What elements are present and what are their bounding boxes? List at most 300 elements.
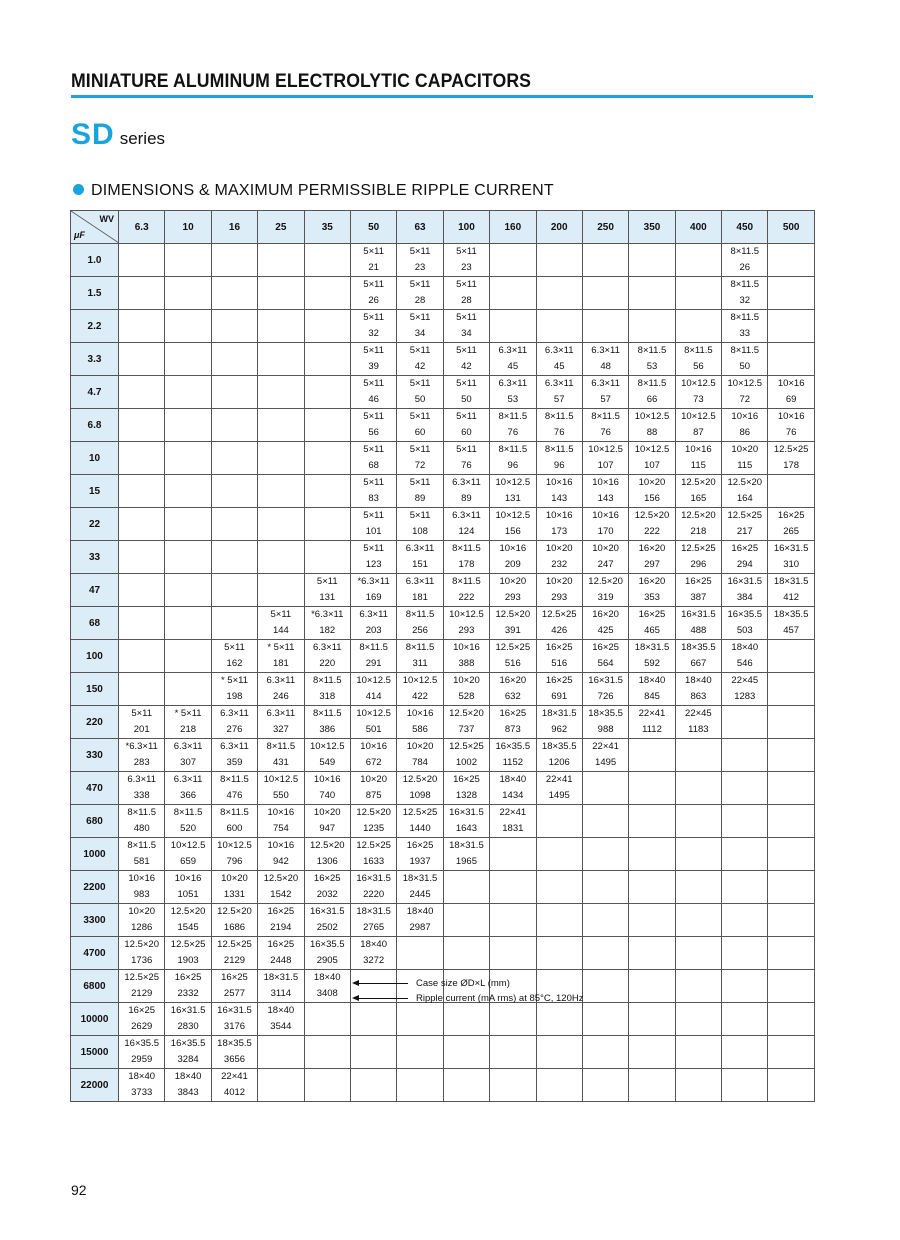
table-cell: [768, 706, 814, 739]
table-cell: [722, 409, 768, 442]
case-size: 18×40: [313, 972, 341, 983]
voltage-header: 100: [443, 211, 489, 244]
case-size: 12.5×20: [681, 510, 716, 521]
section-heading: [73, 182, 554, 200]
case-size: 18×31.5: [449, 840, 484, 851]
ripple-current: 592: [644, 658, 660, 669]
table-cell: [768, 343, 814, 376]
ripple-current: 2502: [316, 922, 338, 933]
table-cell: [119, 244, 165, 277]
table-cell: [722, 541, 768, 574]
ripple-current: 1937: [409, 856, 431, 867]
table-cell: [165, 739, 211, 772]
case-size: 6.3×11: [359, 609, 388, 620]
table-cell: [722, 838, 768, 871]
ripple-current: 516: [504, 658, 521, 669]
table-row: [71, 277, 815, 310]
case-size: 10×16: [545, 510, 573, 521]
case-size: *6.3×11: [311, 609, 344, 620]
table-cell: [304, 838, 350, 871]
case-size: 6.3×11: [452, 477, 481, 488]
table-cell: [397, 937, 443, 970]
case-size: 16×25: [545, 642, 573, 653]
ripple-current: 276: [226, 724, 243, 735]
table-cell: [536, 805, 582, 838]
table-cell: [490, 805, 536, 838]
case-size: 10×20: [499, 576, 527, 587]
ripple-current: 942: [272, 856, 289, 867]
table-row: [71, 409, 815, 442]
table-cell: [165, 772, 211, 805]
case-size: 8×11.5: [544, 444, 574, 455]
capacitance-header: 680: [71, 805, 119, 838]
table-cell: [768, 277, 814, 310]
ripple-current: 1686: [223, 922, 246, 933]
table-cell: [536, 442, 582, 475]
ripple-current: 123: [365, 559, 382, 570]
table-cell: [490, 343, 536, 376]
table-cell: [350, 772, 396, 805]
ripple-current: 293: [551, 592, 568, 603]
case-size: 16×35.5: [170, 1038, 206, 1049]
case-size: 18×31.5: [402, 873, 438, 884]
table-cell: [350, 607, 396, 640]
table-cell: [119, 541, 165, 574]
table-cell: [119, 442, 165, 475]
ripple-current: 581: [133, 856, 150, 867]
ripple-current: 549: [319, 757, 336, 768]
case-size: 22×41: [638, 708, 666, 719]
ripple-current: 32: [739, 295, 751, 306]
ripple-current: 28: [461, 295, 472, 306]
table-cell: [629, 310, 675, 343]
case-size: 8×11.5: [405, 642, 435, 653]
case-size: 5×11: [456, 444, 477, 455]
table-cell: [629, 1036, 675, 1069]
table-cell: [397, 574, 443, 607]
table-cell: [165, 640, 211, 673]
ripple-current: 384: [736, 592, 753, 603]
case-size: 6.3×11: [266, 708, 296, 719]
table-cell: [629, 442, 675, 475]
ripple-current: 296: [690, 559, 707, 570]
table-cell: [536, 508, 582, 541]
table-cell: [211, 277, 257, 310]
table-row: [71, 871, 815, 904]
table-row: [71, 673, 815, 706]
table-cell: [443, 376, 489, 409]
case-size: 5×11: [363, 510, 384, 521]
case-size: 16×31.5: [356, 873, 391, 884]
table-cell: [397, 838, 443, 871]
ripple-current: 391: [504, 625, 521, 636]
table-cell: [582, 739, 628, 772]
table-cell: [304, 640, 350, 673]
ripple-current: 2129: [223, 955, 246, 966]
table-cell: [490, 1003, 536, 1036]
table-cell: [536, 574, 582, 607]
table-cell: [629, 508, 675, 541]
table-cell: [211, 673, 257, 706]
ripple-current: 338: [133, 790, 150, 801]
table-cell: [304, 706, 350, 739]
table-cell: [304, 904, 350, 937]
case-size: 16×25: [499, 708, 527, 719]
case-size: 10×12.5: [495, 477, 531, 488]
ripple-current: 96: [507, 460, 519, 471]
table-row: [71, 706, 815, 739]
case-size: 12.5×20: [727, 477, 763, 488]
case-size: 10×16: [406, 708, 434, 719]
case-size: 8×11.5: [405, 609, 435, 620]
case-size: 16×31.5: [588, 675, 623, 686]
table-cell: [629, 904, 675, 937]
table-cell: [304, 574, 350, 607]
case-size: 6.3×11: [220, 708, 249, 719]
table-cell: [490, 1036, 536, 1069]
table-row: [71, 640, 815, 673]
title-rule: [71, 95, 813, 98]
case-size: 12.5×25: [449, 741, 484, 752]
table-cell: [350, 376, 396, 409]
ripple-current: 1434: [502, 790, 524, 801]
capacitance-header: 10: [71, 442, 119, 475]
table-cell: [165, 442, 211, 475]
table-cell: [258, 508, 304, 541]
table-cell: [768, 574, 814, 607]
table-cell: [722, 1036, 768, 1069]
ripple-current: 57: [600, 394, 611, 405]
ripple-current: 600: [226, 823, 243, 834]
table-cell: [629, 607, 675, 640]
table-cell: [258, 475, 304, 508]
case-size: 5×11: [270, 609, 292, 620]
table-cell: [536, 376, 582, 409]
table-cell: [629, 244, 675, 277]
ripple-current: 293: [458, 625, 475, 636]
ripple-current: 297: [644, 559, 660, 570]
table-cell: [304, 607, 350, 640]
ripple-current: 178: [458, 559, 475, 570]
case-size: 5×11: [409, 510, 431, 521]
ripple-current: 283: [133, 757, 150, 768]
case-size: 5×11: [456, 312, 477, 323]
table-cell: [675, 838, 721, 871]
table-cell: [722, 244, 768, 277]
table-cell: [258, 277, 304, 310]
case-size: 12.5×25: [170, 939, 206, 950]
table-cell: [675, 376, 721, 409]
case-size: 6.3×11: [544, 378, 574, 389]
table-row: [71, 904, 815, 937]
case-size: 16×20: [638, 543, 666, 554]
capacitance-header: 330: [71, 739, 119, 772]
case-size: 12.5×25: [495, 642, 531, 653]
table-cell: [304, 343, 350, 376]
ripple-current: 72: [414, 460, 426, 471]
ripple-current: 1002: [455, 757, 477, 768]
ripple-current: 1903: [177, 955, 199, 966]
case-size: 8×11.5: [730, 246, 760, 257]
case-size: 5×11: [363, 312, 384, 323]
case-size: 5×11: [456, 378, 477, 389]
ripple-current: 50: [461, 394, 472, 405]
case-size: * 5×11: [174, 708, 202, 719]
case-size: 16×31.5: [449, 807, 484, 818]
ripple-current: 165: [690, 493, 707, 504]
case-size: 10×16: [777, 378, 805, 389]
ripple-current: 1235: [363, 823, 385, 834]
table-cell: [211, 772, 257, 805]
ripple-current: 488: [690, 625, 707, 636]
capacitance-unit-label: μF: [74, 230, 85, 240]
case-size: 5×11: [409, 345, 431, 356]
ripple-current: 60: [461, 427, 472, 438]
table-cell: [350, 508, 396, 541]
table-cell: [536, 409, 582, 442]
table-cell: [490, 1069, 536, 1102]
table-row: [71, 244, 815, 277]
case-size: 8×11.5: [637, 378, 667, 389]
table-cell: [258, 607, 304, 640]
ripple-current: 691: [551, 691, 568, 702]
table-cell: [490, 442, 536, 475]
table-cell: [443, 640, 489, 673]
case-size: 10×12.5: [681, 378, 716, 389]
ripple-current: 68: [368, 460, 379, 471]
table-row: [71, 541, 815, 574]
table-cell: [350, 409, 396, 442]
table-cell: [258, 838, 304, 871]
ripple-current: 659: [180, 856, 197, 867]
voltage-header: 16: [211, 211, 257, 244]
table-cell: [675, 640, 721, 673]
capacitance-header: 4.7: [71, 376, 119, 409]
table-cell: [536, 871, 582, 904]
page-title: MINIATURE ALUMINUM ELECTROLYTIC CAPACITORS: [71, 71, 532, 92]
table-cell: [536, 640, 582, 673]
case-size: 10×12.5: [681, 411, 716, 422]
table-cell: [629, 1003, 675, 1036]
case-size: 18×40: [267, 1005, 295, 1016]
ripple-current: 45: [507, 361, 519, 372]
voltage-header: 500: [768, 211, 814, 244]
ripple-current: 39: [368, 361, 379, 372]
case-size: 18×31.5: [356, 906, 391, 917]
table-cell: [443, 1036, 489, 1069]
case-size: 16×25: [638, 609, 666, 620]
ripple-current: 1206: [548, 757, 570, 768]
table-cell: [490, 409, 536, 442]
legend-ripple: [354, 993, 583, 1004]
table-row: [71, 574, 815, 607]
table-cell: [582, 409, 628, 442]
table-cell: [304, 508, 350, 541]
case-size: 8×11.5: [730, 279, 760, 290]
ripple-current: 1098: [409, 790, 431, 801]
table-row: [71, 607, 815, 640]
capacitance-header: 22: [71, 508, 119, 541]
ripple-current: 387: [690, 592, 707, 603]
ripple-current: 1283: [734, 691, 756, 702]
case-size: 18×40: [685, 675, 712, 686]
ripple-current: 108: [412, 526, 428, 537]
table-cell: [675, 805, 721, 838]
ripple-current: 198: [226, 691, 243, 702]
case-size: 16×20: [499, 675, 527, 686]
case-size: 18×31.5: [634, 642, 670, 653]
ripple-current: 1542: [270, 889, 292, 900]
table-cell: [582, 475, 628, 508]
voltage-header: 6.3: [119, 211, 165, 244]
ripple-current: 181: [272, 658, 289, 669]
table-cell: [211, 904, 257, 937]
table-cell: [350, 838, 396, 871]
ripple-current: 143: [551, 493, 568, 504]
table-cell: [629, 409, 675, 442]
case-size: 5×11: [409, 411, 431, 422]
table-cell: [350, 640, 396, 673]
table-cell: [443, 409, 489, 442]
ripple-current: 3114: [270, 988, 292, 999]
table-cell: [582, 937, 628, 970]
ripple-current: 422: [412, 691, 428, 702]
ripple-current: 465: [644, 625, 660, 636]
table-cell: [304, 739, 350, 772]
table-cell: [768, 508, 814, 541]
case-size: 5×11: [456, 279, 477, 290]
case-size: 6.3×11: [220, 741, 249, 752]
table-cell: [629, 376, 675, 409]
table-cell: [397, 277, 443, 310]
ripple-current: 388: [458, 658, 475, 669]
table-cell: [490, 640, 536, 673]
table-cell: [629, 805, 675, 838]
ripple-current: 32: [368, 328, 379, 339]
table-cell: [397, 343, 443, 376]
table-cell: [443, 1003, 489, 1036]
case-size: 5×11: [456, 246, 477, 257]
ripple-current: 151: [412, 559, 428, 570]
capacitance-header: 2.2: [71, 310, 119, 343]
table-cell: [350, 343, 396, 376]
table-cell: [350, 805, 396, 838]
case-size: *6.3×11: [357, 576, 390, 587]
ripple-current: 76: [785, 427, 797, 438]
ripple-current: 1328: [455, 790, 477, 801]
ripple-current: 3272: [363, 955, 385, 966]
table-cell: [211, 970, 257, 1003]
table-cell: [490, 508, 536, 541]
table-cell: [397, 739, 443, 772]
table-cell: [768, 739, 814, 772]
case-size: 10×20: [638, 477, 666, 488]
ripple-current: 156: [504, 526, 521, 537]
case-size: 10×12.5: [495, 510, 531, 521]
table-cell: [165, 1036, 211, 1069]
table-cell: [397, 376, 443, 409]
table-cell: [350, 541, 396, 574]
capacitance-header: 15000: [71, 1036, 119, 1069]
ripple-current: 173: [551, 526, 568, 537]
table-cell: [582, 574, 628, 607]
ripple-current: 89: [414, 493, 426, 504]
table-cell: [536, 937, 582, 970]
table-cell: [165, 805, 211, 838]
table-cell: [211, 871, 257, 904]
case-size: 10×16: [685, 444, 712, 455]
table-cell: [722, 310, 768, 343]
table-cell: [490, 574, 536, 607]
table-cell: [165, 904, 211, 937]
table-cell: [768, 475, 814, 508]
ripple-current: 586: [412, 724, 428, 735]
case-size: 10×20: [406, 741, 434, 752]
table-cell: [582, 706, 628, 739]
ripple-current: 2332: [177, 988, 199, 999]
case-size: 8×11.5: [730, 345, 760, 356]
table-cell: [258, 244, 304, 277]
table-cell: [119, 508, 165, 541]
legend-ripple-text: Ripple current (mA rms) at 85°C, 120Hz: [416, 993, 584, 1004]
ripple-current: 2194: [270, 922, 292, 933]
ripple-current: 3176: [223, 1021, 246, 1032]
table-cell: [443, 772, 489, 805]
table-cell: [582, 904, 628, 937]
table-cell: [211, 409, 257, 442]
case-size: 10×20: [313, 807, 341, 818]
ripple-current: 4012: [223, 1087, 246, 1098]
case-size: 12.5×20: [495, 609, 531, 620]
table-cell: [490, 244, 536, 277]
table-cell: [675, 1036, 721, 1069]
table-cell: [258, 409, 304, 442]
table-cell: [165, 475, 211, 508]
dimensions-table: [70, 210, 815, 1102]
voltage-header: 35: [304, 211, 350, 244]
ripple-current: 181: [412, 592, 428, 603]
table-cell: [165, 706, 211, 739]
capacitance-header: 470: [71, 772, 119, 805]
table-cell: [536, 244, 582, 277]
capacitance-header: 1.5: [71, 277, 119, 310]
table-cell: [211, 343, 257, 376]
case-size: 10×16: [453, 642, 480, 653]
table-cell: [629, 343, 675, 376]
ripple-current: 76: [553, 427, 565, 438]
ripple-current: 1545: [177, 922, 199, 933]
case-size: 10×16: [267, 840, 295, 851]
ripple-current: 131: [504, 493, 521, 504]
table-cell: [397, 409, 443, 442]
table-cell: [119, 1003, 165, 1036]
table-cell: [211, 244, 257, 277]
table-cell: [350, 739, 396, 772]
ripple-current: 69: [785, 394, 797, 405]
table-cell: [304, 937, 350, 970]
ripple-current: 845: [644, 691, 660, 702]
table-cell: [582, 805, 628, 838]
table-cell: [768, 1003, 814, 1036]
case-size: *6.3×11: [125, 741, 158, 752]
ripple-current: 318: [319, 691, 336, 702]
table-cell: [629, 970, 675, 1003]
ripple-current: 143: [597, 493, 614, 504]
case-size: 12.5×20: [449, 708, 484, 719]
table-cell: [165, 937, 211, 970]
ripple-current: 222: [458, 592, 475, 603]
case-size: 8×11.5: [730, 312, 760, 323]
